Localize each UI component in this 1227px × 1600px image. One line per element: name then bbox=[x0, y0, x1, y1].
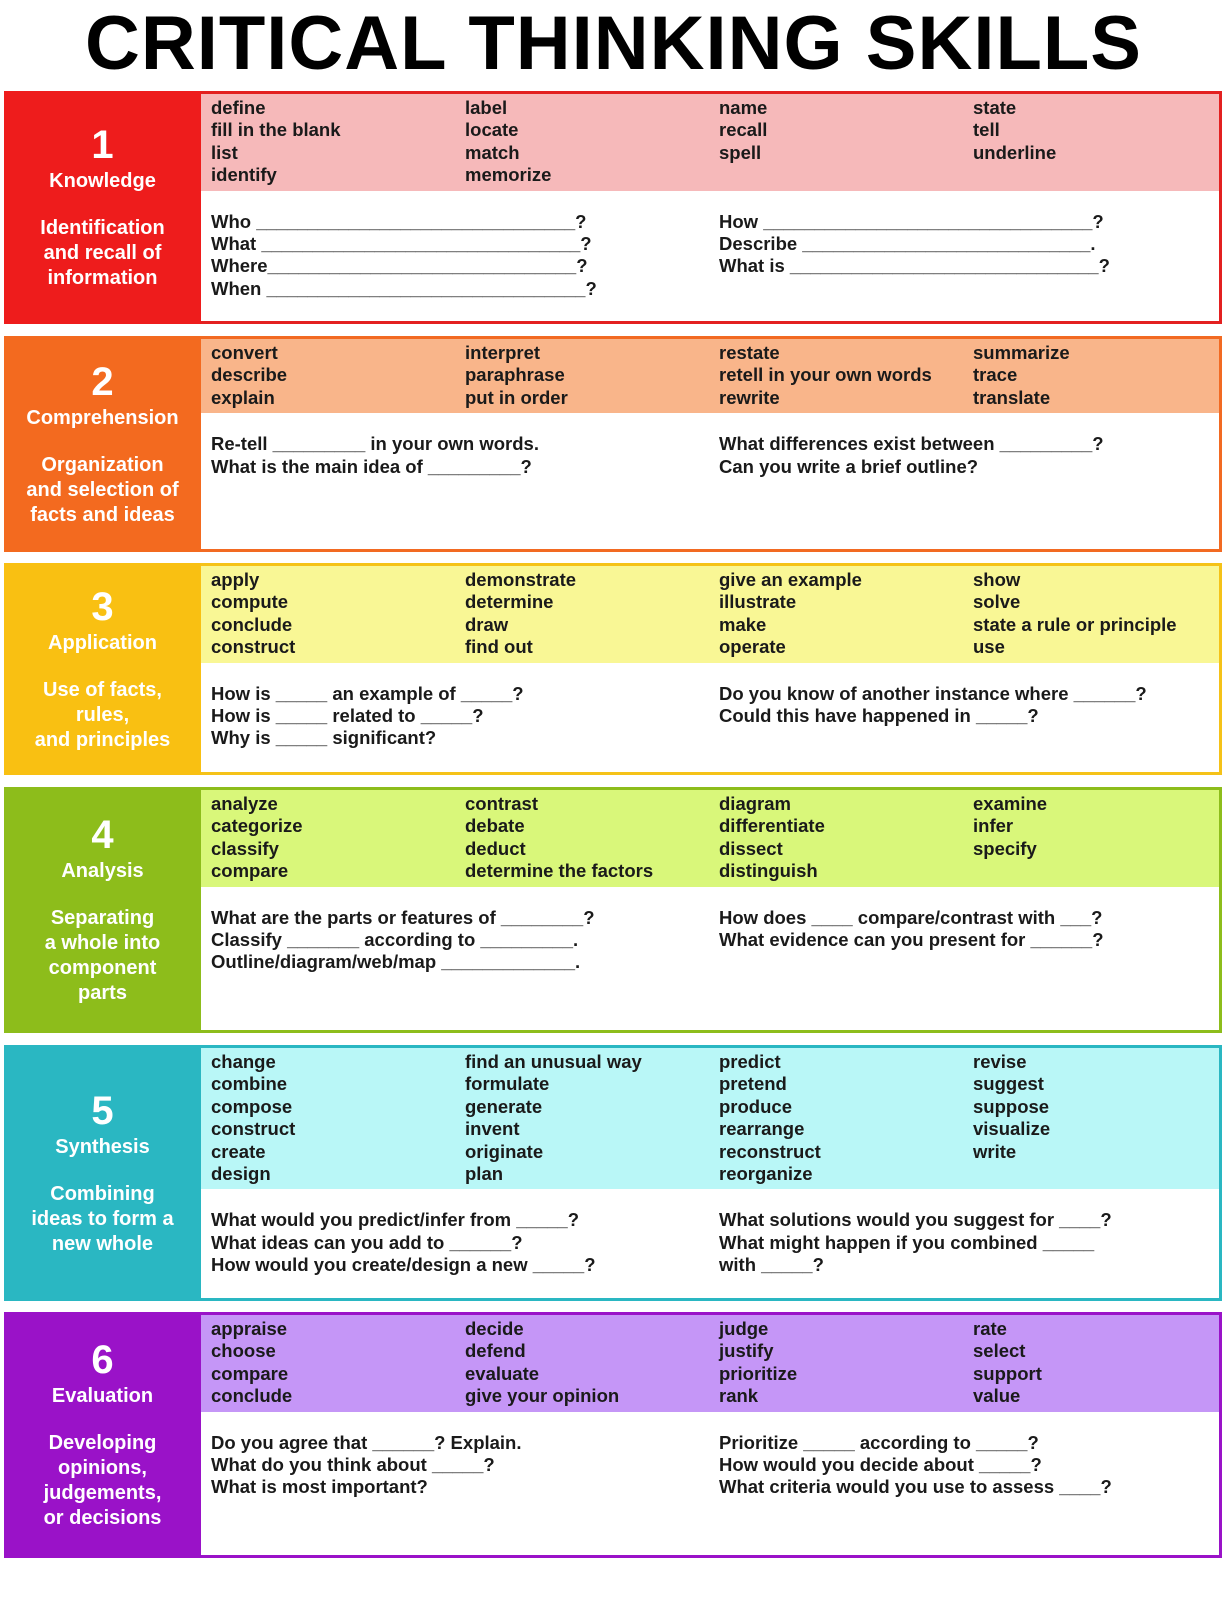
level-content bbox=[201, 1312, 1222, 1558]
level-number: 2 bbox=[91, 359, 114, 404]
verb-item: list bbox=[211, 141, 238, 163]
verb-item: tell bbox=[973, 119, 1000, 141]
verb-item: visualize bbox=[973, 1118, 1051, 1140]
verb-item: define bbox=[211, 97, 266, 118]
verb-item: suggest bbox=[973, 1073, 1044, 1095]
verb-item: examine bbox=[973, 793, 1048, 814]
verb-item: combine bbox=[211, 1073, 288, 1095]
question-column bbox=[211, 683, 719, 750]
question-item: with _____? bbox=[719, 1254, 824, 1276]
verb-item: prioritize bbox=[719, 1362, 798, 1384]
verb-column bbox=[465, 342, 719, 409]
verb-item: demonstrate bbox=[465, 569, 577, 590]
question-item: How would you create/design a new _____? bbox=[211, 1254, 596, 1276]
verb-column bbox=[719, 1318, 973, 1408]
level-description: Organization and selection of facts and ideas bbox=[26, 453, 179, 526]
question-item: What is the main idea of _________? bbox=[211, 455, 532, 477]
verb-item: reorganize bbox=[719, 1163, 813, 1185]
question-column bbox=[211, 907, 719, 974]
verb-item: construct bbox=[211, 1118, 296, 1140]
verb-item: convert bbox=[211, 342, 278, 363]
question-item: How does ____ compare/contrast with ___? bbox=[719, 906, 1103, 928]
level-name: Synthesis bbox=[55, 1135, 150, 1158]
verb-item: defend bbox=[465, 1340, 526, 1362]
verb-column bbox=[973, 1051, 1227, 1185]
verb-item: identify bbox=[211, 164, 277, 186]
verb-list bbox=[201, 1048, 1219, 1189]
verb-item: construct bbox=[211, 636, 296, 658]
question-item: What are the parts or features of ________? bbox=[211, 906, 595, 928]
verb-item: compare bbox=[211, 1362, 289, 1384]
verb-item: make bbox=[719, 613, 767, 635]
verb-item: generate bbox=[465, 1095, 543, 1117]
verb-item: compose bbox=[211, 1095, 293, 1117]
question-item: How is _____ related to _____? bbox=[211, 705, 484, 727]
level-description: Identification and recall of information bbox=[40, 217, 165, 289]
verb-item: state bbox=[973, 97, 1017, 118]
verb-item: interpret bbox=[465, 342, 541, 363]
verb-item: draw bbox=[465, 613, 509, 635]
verb-item: suppose bbox=[973, 1095, 1050, 1117]
level-number: 5 bbox=[91, 1088, 114, 1133]
level-description: Developing opinions, judgements, or decisions bbox=[43, 1432, 162, 1529]
verb-list bbox=[201, 566, 1219, 663]
verb-item: describe bbox=[211, 364, 288, 386]
verb-list bbox=[201, 1315, 1219, 1412]
verb-item: classify bbox=[211, 837, 279, 859]
level-panel bbox=[4, 1045, 201, 1301]
page-title: CRITICAL THINKING SKILLS bbox=[84, 1, 1142, 86]
question-item: Re-tell _________ in your own words. bbox=[211, 433, 539, 455]
verb-item: create bbox=[211, 1140, 266, 1162]
verb-item: explain bbox=[211, 386, 275, 408]
section-evaluation bbox=[4, 1312, 1222, 1558]
question-item: What solutions would you suggest for ____? bbox=[719, 1209, 1112, 1231]
verb-item: decide bbox=[465, 1318, 524, 1339]
verb-item: pretend bbox=[719, 1073, 787, 1095]
level-content bbox=[201, 336, 1222, 552]
question-column bbox=[719, 211, 1219, 301]
verb-column bbox=[211, 1318, 465, 1408]
verb-item: match bbox=[465, 141, 520, 163]
verb-item: summarize bbox=[973, 342, 1070, 363]
verb-item: differentiate bbox=[719, 815, 825, 837]
verb-item: change bbox=[211, 1051, 276, 1072]
verb-item: dissect bbox=[719, 837, 783, 859]
section-application bbox=[4, 563, 1222, 775]
level-name: Application bbox=[48, 631, 157, 654]
verb-item: justify bbox=[719, 1340, 774, 1362]
verb-item: write bbox=[973, 1140, 1017, 1162]
verb-item: reconstruct bbox=[719, 1140, 821, 1162]
question-item: What is ______________________________? bbox=[719, 255, 1110, 277]
level-content bbox=[201, 1045, 1222, 1301]
verb-item: distinguish bbox=[719, 860, 818, 882]
question-item: Classify _______ according to _________. bbox=[211, 929, 579, 951]
level-content bbox=[201, 91, 1222, 324]
verb-item: trace bbox=[973, 364, 1018, 386]
verb-column bbox=[465, 97, 719, 187]
verb-column bbox=[719, 342, 973, 409]
question-item: Could this have happened in _____? bbox=[719, 705, 1039, 727]
verb-item: analyze bbox=[211, 793, 278, 814]
verb-item: show bbox=[973, 569, 1021, 590]
level-name: Analysis bbox=[61, 860, 144, 882]
question-item: Outline/diagram/web/map _____________. bbox=[211, 951, 581, 973]
verb-item: categorize bbox=[211, 815, 303, 837]
level-description: Combining ideas to form a new whole bbox=[31, 1182, 174, 1255]
verb-item: retell in your own words bbox=[719, 364, 932, 386]
question-item: What differences exist between _________? bbox=[719, 433, 1104, 455]
verb-item: judge bbox=[719, 1318, 769, 1339]
verb-column bbox=[211, 342, 465, 409]
level-number: 1 bbox=[91, 123, 114, 167]
level-panel bbox=[4, 336, 201, 552]
verb-item: choose bbox=[211, 1340, 276, 1362]
question-prompts bbox=[201, 1189, 1219, 1276]
verb-item: recall bbox=[719, 119, 768, 141]
question-item: What would you predict/infer from _____? bbox=[211, 1209, 579, 1231]
level-content bbox=[201, 787, 1222, 1033]
question-item: What ideas can you add to ______? bbox=[211, 1231, 523, 1253]
verb-item: formulate bbox=[465, 1073, 550, 1095]
verb-item: select bbox=[973, 1340, 1026, 1362]
verb-item: rank bbox=[719, 1385, 759, 1407]
verb-column bbox=[719, 569, 973, 659]
verb-item: use bbox=[973, 636, 1005, 658]
level-panel bbox=[4, 91, 201, 324]
verb-item: memorize bbox=[465, 164, 552, 186]
verb-column bbox=[465, 793, 719, 883]
verb-item: determine bbox=[465, 591, 554, 613]
question-item: Prioritize _____ according to _____? bbox=[719, 1431, 1039, 1453]
section-analysis bbox=[4, 787, 1222, 1033]
question-item: Where______________________________? bbox=[211, 255, 588, 277]
question-column bbox=[211, 1432, 719, 1499]
level-description: Separating a whole into component parts bbox=[44, 907, 161, 1004]
verb-item: find out bbox=[465, 636, 533, 658]
verb-item: rearrange bbox=[719, 1118, 805, 1140]
verb-item: find an unusual way bbox=[465, 1051, 642, 1072]
verb-item: fill in the blank bbox=[211, 119, 341, 141]
verb-item: deduct bbox=[465, 837, 526, 859]
verb-item: evaluate bbox=[465, 1362, 540, 1384]
level-content bbox=[201, 563, 1222, 775]
question-prompts bbox=[201, 1412, 1219, 1499]
verb-column bbox=[211, 1051, 465, 1185]
question-item: What might happen if you combined _____ bbox=[719, 1231, 1095, 1253]
question-item: What criteria would you use to assess ____? bbox=[719, 1476, 1112, 1498]
verb-item: produce bbox=[719, 1095, 792, 1117]
verb-item: infer bbox=[973, 815, 1014, 837]
verb-list bbox=[201, 94, 1219, 191]
question-prompts bbox=[201, 663, 1219, 750]
verb-item: rewrite bbox=[719, 386, 780, 408]
verb-column bbox=[211, 793, 465, 883]
verb-item: translate bbox=[973, 386, 1051, 408]
verb-item: put in order bbox=[465, 386, 568, 408]
question-column bbox=[719, 907, 1219, 974]
level-name: Knowledge bbox=[49, 170, 156, 192]
question-item: Can you write a brief outline? bbox=[719, 455, 979, 477]
verb-column bbox=[973, 793, 1227, 883]
question-item: Why is _____ significant? bbox=[211, 727, 437, 749]
verb-item: compare bbox=[211, 860, 289, 882]
section-comprehension bbox=[4, 336, 1222, 552]
verb-item: conclude bbox=[211, 613, 293, 635]
level-number: 6 bbox=[91, 1338, 114, 1382]
question-item: Who _______________________________? bbox=[211, 210, 587, 232]
level-name: Comprehension bbox=[26, 406, 179, 429]
question-item: Do you agree that ______? Explain. bbox=[211, 1431, 522, 1453]
verb-column bbox=[973, 342, 1227, 409]
verb-item: design bbox=[211, 1163, 271, 1185]
verb-item: compute bbox=[211, 591, 289, 613]
question-item: Describe ____________________________. bbox=[719, 233, 1096, 255]
question-item: What do you think about _____? bbox=[211, 1454, 495, 1476]
level-number: 3 bbox=[91, 584, 114, 629]
verb-item: determine the factors bbox=[465, 860, 654, 882]
verb-item: locate bbox=[465, 119, 519, 141]
question-column bbox=[211, 1209, 719, 1276]
question-item: When _______________________________? bbox=[211, 277, 597, 299]
question-column bbox=[719, 1209, 1219, 1276]
level-description: Use of facts, rules, and principles bbox=[34, 678, 171, 751]
verb-item: state a rule or principle bbox=[973, 613, 1177, 635]
question-item: What evidence can you present for ______? bbox=[719, 929, 1104, 951]
verb-column bbox=[465, 569, 719, 659]
verb-item: spell bbox=[719, 141, 762, 163]
verb-item: invent bbox=[465, 1118, 520, 1140]
question-item: What _______________________________? bbox=[211, 233, 592, 255]
verb-item: illustrate bbox=[719, 591, 797, 613]
verb-item: underline bbox=[973, 141, 1057, 163]
verb-item: originate bbox=[465, 1140, 544, 1162]
verb-item: value bbox=[973, 1385, 1021, 1407]
verb-item: give your opinion bbox=[465, 1385, 620, 1407]
question-item: How would you decide about _____? bbox=[719, 1454, 1042, 1476]
level-panel bbox=[4, 787, 201, 1033]
question-item: How is _____ an example of _____? bbox=[211, 682, 524, 704]
verb-column bbox=[719, 97, 973, 187]
level-number: 4 bbox=[91, 813, 114, 857]
verb-item: restate bbox=[719, 342, 780, 363]
question-prompts bbox=[201, 887, 1219, 974]
question-column bbox=[719, 433, 1219, 478]
question-column bbox=[211, 211, 719, 301]
verb-item: conclude bbox=[211, 1385, 293, 1407]
question-prompts bbox=[201, 413, 1219, 478]
level-panel bbox=[4, 563, 201, 775]
question-item: What is most important? bbox=[211, 1476, 428, 1498]
question-column bbox=[719, 683, 1219, 750]
verb-item: appraise bbox=[211, 1318, 288, 1339]
verb-column bbox=[465, 1318, 719, 1408]
verb-item: operate bbox=[719, 636, 786, 658]
verb-item: contrast bbox=[465, 793, 538, 814]
verb-column bbox=[973, 97, 1227, 187]
verb-column bbox=[211, 97, 465, 187]
verb-item: give an example bbox=[719, 569, 862, 590]
verb-column bbox=[465, 1051, 719, 1185]
question-column bbox=[211, 433, 719, 478]
verb-item: paraphrase bbox=[465, 364, 565, 386]
verb-item: rate bbox=[973, 1318, 1007, 1339]
question-prompts bbox=[201, 191, 1219, 301]
verb-item: solve bbox=[973, 591, 1021, 613]
question-item: Do you know of another instance where ______? bbox=[719, 682, 1147, 704]
verb-column bbox=[719, 793, 973, 883]
question-column bbox=[719, 1432, 1219, 1499]
verb-list bbox=[201, 339, 1219, 413]
verb-item: debate bbox=[465, 815, 525, 837]
level-panel bbox=[4, 1312, 201, 1558]
verb-column bbox=[211, 569, 465, 659]
section-synthesis bbox=[4, 1045, 1222, 1301]
verb-item: predict bbox=[719, 1051, 781, 1072]
verb-item: plan bbox=[465, 1163, 504, 1185]
verb-item: support bbox=[973, 1362, 1042, 1384]
verb-column bbox=[973, 1318, 1227, 1408]
verb-item: name bbox=[719, 97, 768, 118]
verb-item: diagram bbox=[719, 793, 791, 814]
verb-column bbox=[973, 569, 1227, 659]
verb-item: specify bbox=[973, 837, 1037, 859]
verb-list bbox=[201, 790, 1219, 887]
verb-column bbox=[719, 1051, 973, 1185]
question-item: How ________________________________? bbox=[719, 210, 1104, 232]
verb-item: label bbox=[465, 97, 508, 118]
level-name: Evaluation bbox=[51, 1385, 154, 1407]
verb-item: apply bbox=[211, 569, 260, 590]
section-knowledge bbox=[4, 91, 1222, 324]
verb-item: revise bbox=[973, 1051, 1027, 1072]
